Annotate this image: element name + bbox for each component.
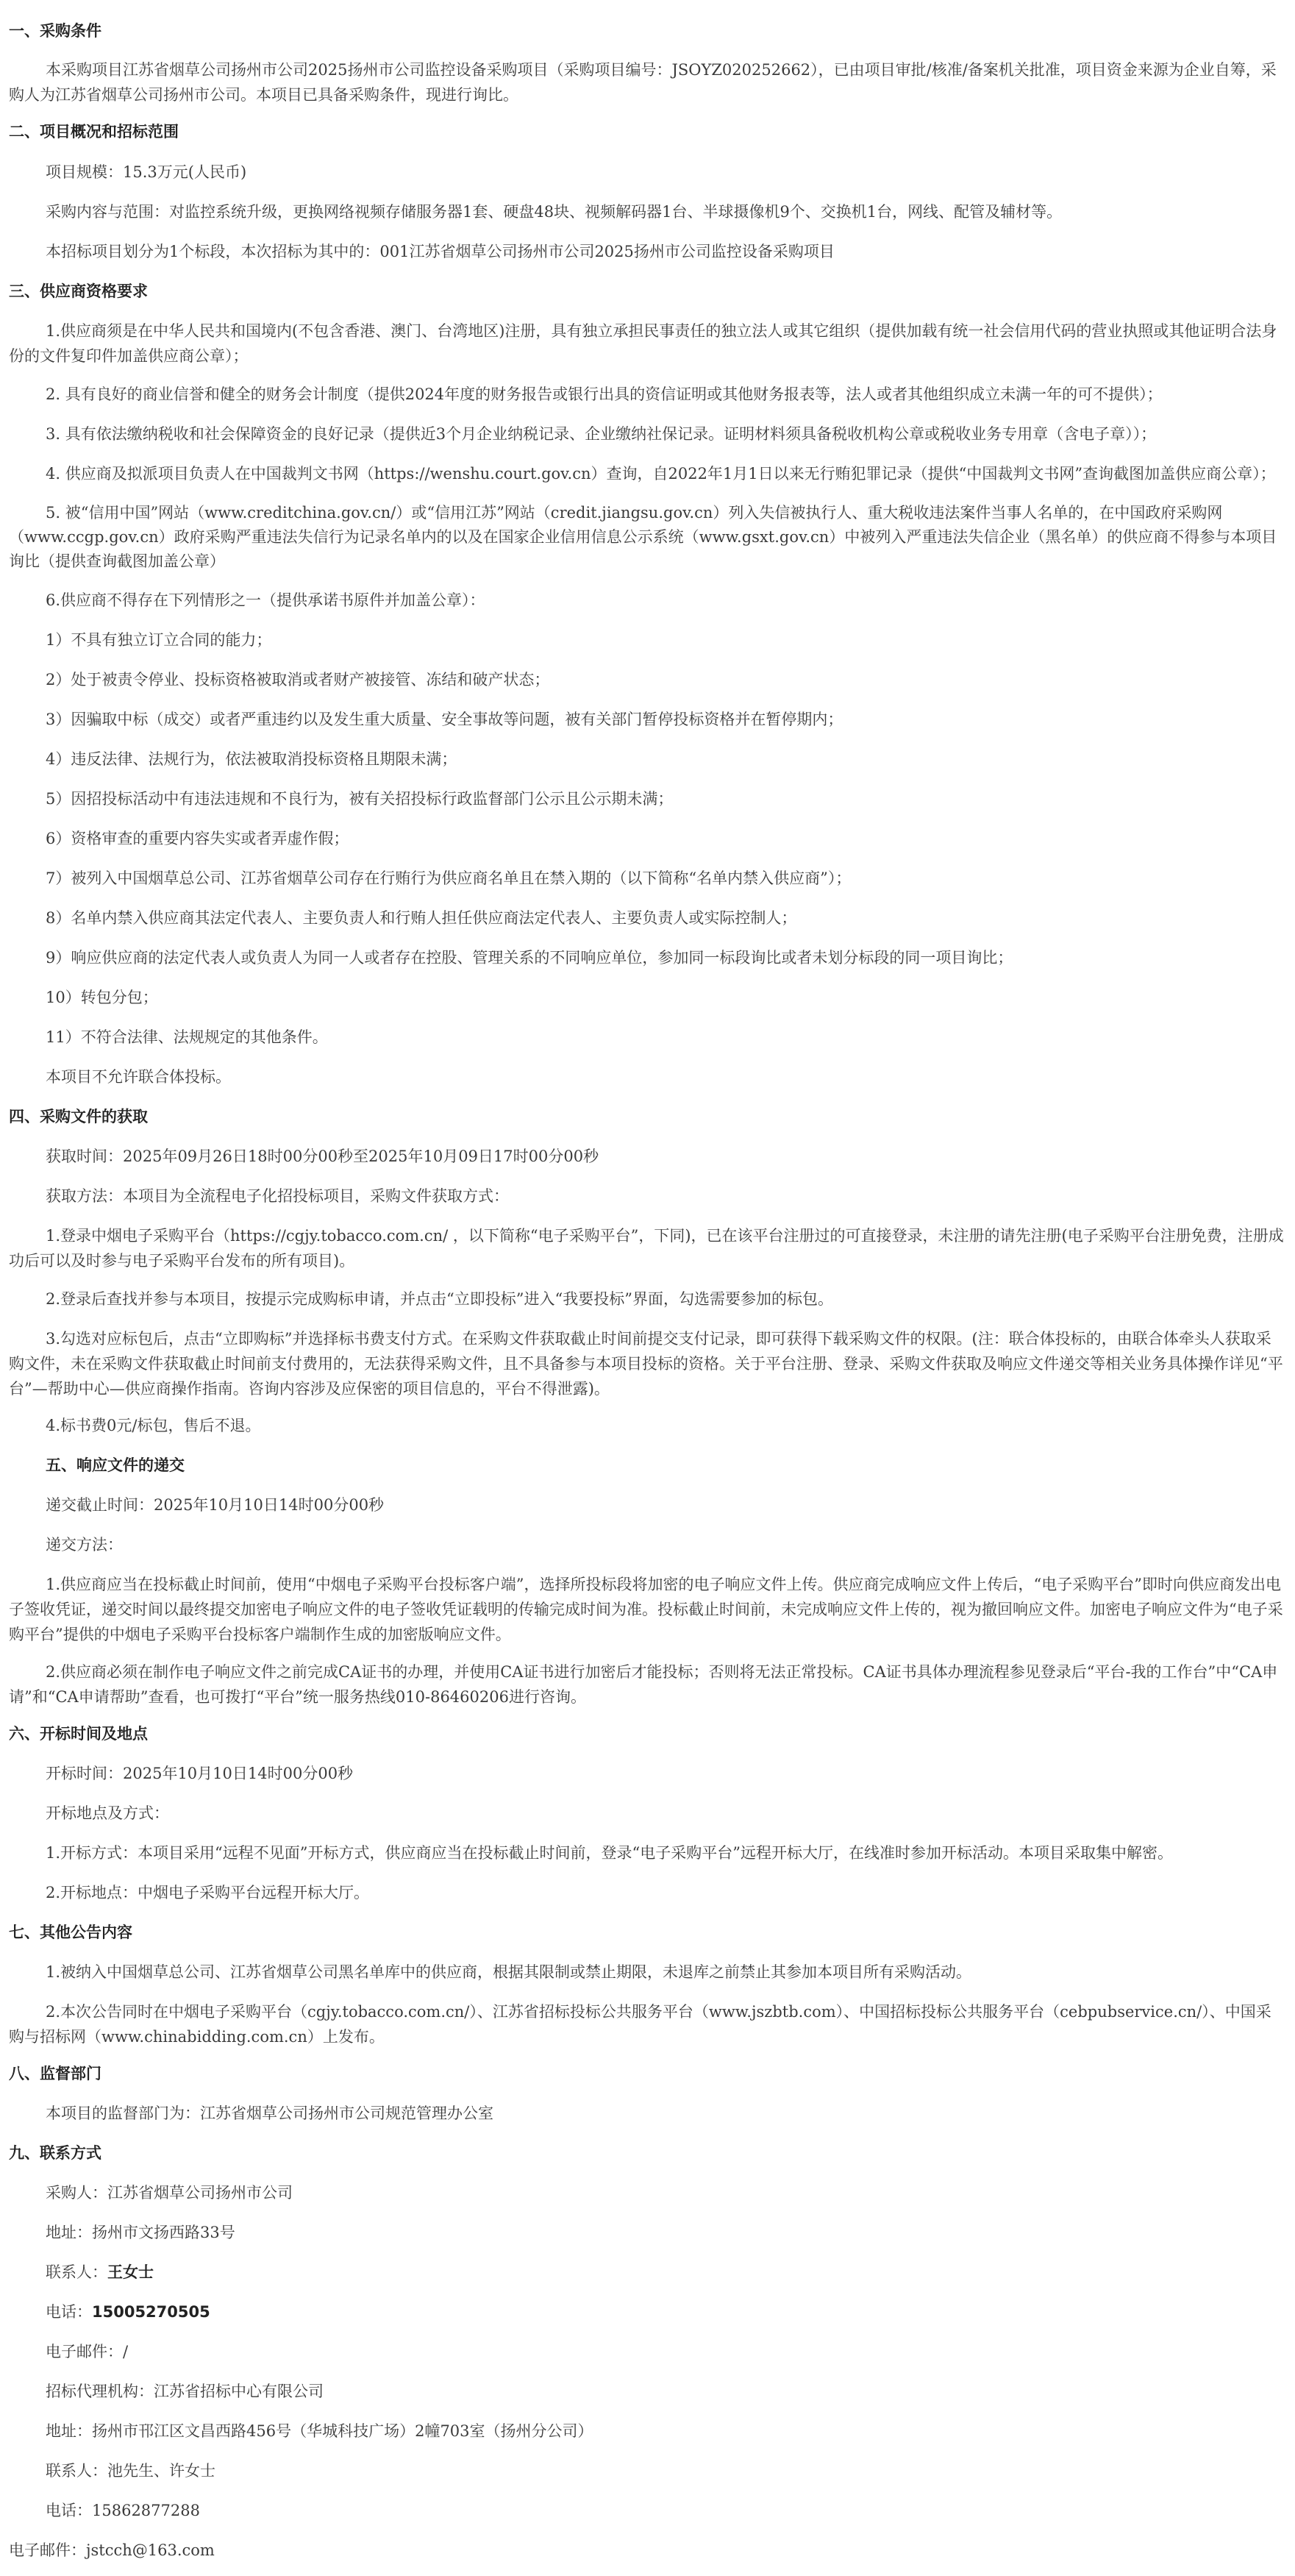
contact-phone-number: 15005270505 xyxy=(92,2303,210,2321)
lot-division: 本招标项目划分为1个标段，本次招标为其中的：001江苏省烟草公司扬州市公司2025扬州市公司监控设备采购项目 xyxy=(46,243,835,260)
section-heading-3: 三、供应商资格要求 xyxy=(9,282,148,300)
section-heading-4: 四、采购文件的获取 xyxy=(9,1108,148,1125)
opening-step-2: 2.开标地点：中烟电子采购平台远程开标大厅。 xyxy=(46,1884,370,1901)
requirement-3: 3. 具有依法缴纳税收和社会保障资金的良好记录（提供近3个月企业纳税记录、企业缴纳社保记录。证明材料须具备税收机构公章或税收业务专用章（含电子章））； xyxy=(46,425,1157,443)
acquisition-step-2: 2.登录后查找并参与本项目，按提示完成购标申请，并点击“立即投标”进入“我要投标”界面，勾选需要参加的标包。 xyxy=(46,1290,833,1308)
condition-10: 10）转包分包； xyxy=(46,989,158,1006)
requirement-6: 6.供应商不得存在下列情形之一（提供承诺书原件并加盖公章）： xyxy=(46,591,485,609)
submission-step-2: 2.供应商必须在制作电子响应文件之前完成CA证书的办理，并使用CA证书进行加密后才能投标；否则将无法正常投标。CA证书具体办理流程参见登录后“平台-我的工作台”中“CA申请”和“CA申请帮助”查看，也可拨打“平台”统一服务热线010-86460206进行咨询。 xyxy=(9,1663,1278,1706)
contact-phone xyxy=(46,2300,210,2324)
acquisition-step-1: 1.登录中烟电子采购平台（https://cgjy.tobacco.com.cn/ ，以下简称“电子采购平台”，下同)，已在该平台注册过的可直接登录，未注册的请先注册(电子采购平台注册免费，注册成功后可以及时参与电子采购平台发布的所有项目)。 xyxy=(9,1227,1284,1270)
condition-3: 3）因骗取中标（成交）或者严重违约以及发生重大质量、安全事故等问题，被有关部门暂停投标资格并在暂停期内； xyxy=(46,711,843,728)
requirement-5: 5. 被“信用中国”网站（www.creditchina.gov.cn/）或“信用江苏”网站（credit.jiangsu.gov.cn）列入失信被执行人、重大税收违法案件当事人名单的，在中国政府采购网（www.ccgp.gov.cn）政府采购严重违法失信行为记录名单内的以及在国家企业信用信息公示系统（www.gsxt.gov.cn）中被列入严重违法失信企业（黑名单）的供应商不得参与本项目询比（提供查询截图加盖公章） xyxy=(9,504,1277,570)
condition-11: 11）不符合法律、法规规定的其他条件。 xyxy=(46,1028,328,1046)
contact-email: 电子邮件：/ xyxy=(46,2343,129,2360)
condition-4: 4）违反法律、法规行为，依法被取消投标资格且期限未满； xyxy=(46,750,457,768)
opening-step-1: 1.开标方式：本项目采用“远程不见面”开标方式，供应商应当在投标截止时间前，登录“电子采购平台”远程开标大厅，在线准时参加开标活动。本项目采取集中解密。 xyxy=(46,1844,1173,1862)
contact-person-name: 王女士 xyxy=(107,2263,154,2281)
condition-7: 7）被列入中国烟草总公司、江苏省烟草公司存在行贿行为供应商名单且在禁入期的（以下简称“名单内禁入供应商”）； xyxy=(46,869,852,887)
requirement-1: 1.供应商须是在中华人民共和国境内(不包含香港、澳门、台湾地区)注册，具有独立承担民事责任的独立法人或其它组织（提供加载有统一社会信用代码的营业执照或其他证明合法身份的文件复印件加盖供应商公章）； xyxy=(9,322,1277,365)
condition-6: 6）资格审查的重要内容失实或者弄虚作假； xyxy=(46,830,349,847)
agency-email: 电子邮件：jstcch@163.com xyxy=(9,2541,215,2559)
requirement-4: 4. 供应商及拟派项目负责人在中国裁判文书网（https://wenshu.court.gov.cn）查询，自2022年1月1日以来无行贿犯罪记录（提供“中国裁判文书网”查询截图加盖供应商公章）； xyxy=(46,465,1276,483)
procurement-content: 采购内容与范围：对监控系统升级，更换网络视频存储服务器1套、硬盘48块、视频解码器1台、半球摄像机9个、交换机1台，网线、配管及辅材等。 xyxy=(46,203,1063,221)
section-heading-5: 五、响应文件的递交 xyxy=(46,1456,185,1474)
section-heading-9: 九、联系方式 xyxy=(9,2144,101,2162)
section-heading-2: 二、项目概况和招标范围 xyxy=(9,123,179,140)
acquisition-step-3: 3.勾选对应标包后，点击“立即购标”并选择标书费支付方式。在采购文件获取截止时间前提交支付记录，即可获得下载采购文件的权限。(注：联合体投标的，由联合体牵头人获取采购文件，未在采购文件获取截止时间前支付费用的，无法获得采购文件，且不具备参与本项目投标的资格。关于平台注册、登录、采购文件获取及响应文件递交等相关业务具体操作详见“平台”—帮助中心—供应商操作指南。咨询内容涉及应保密的项目信息的，平台不得泄露)。 xyxy=(9,1330,1283,1398)
section-heading-1: 一、采购条件 xyxy=(9,22,101,40)
section-heading-6: 六、开标时间及地点 xyxy=(9,1725,148,1743)
agency-phone: 电话：15862877288 xyxy=(46,2502,200,2519)
opening-place-method: 开标地点及方式： xyxy=(46,1804,169,1822)
contact-person-label: 联系人： xyxy=(46,2263,107,2281)
project-scale: 项目规模：15.3万元(人民币) xyxy=(46,163,247,181)
condition-2: 2）处于被责令停业、投标资格被取消或者财产被接管、冻结和破产状态； xyxy=(46,671,550,689)
contact-address: 地址：扬州市文扬西路33号 xyxy=(46,2224,235,2241)
contact-person xyxy=(46,2260,154,2284)
acquisition-time: 获取时间：2025年09月26日18时00分00秒至2025年10月09日17时00分00秒 xyxy=(46,1148,599,1165)
agency-name: 招标代理机构：江苏省招标中心有限公司 xyxy=(46,2383,324,2400)
condition-1: 1）不具有独立订立合同的能力； xyxy=(46,631,272,649)
acquisition-step-4: 4.标书费0元/标包，售后不退。 xyxy=(46,1417,261,1434)
paragraph-purchase-condition: 本采购项目江苏省烟草公司扬州市公司2025扬州市公司监控设备采购项目（采购项目编号：JSOYZ020252662），已由项目审批/核准/备案机关批准，项目资金来源为企业自筹，采购人为江苏省烟草公司扬州市公司。本项目已具备采购条件，现进行询比。 xyxy=(9,61,1277,104)
acquisition-method: 获取方法：本项目为全流程电子化招投标项目，采购文件获取方式： xyxy=(46,1187,509,1205)
condition-9: 9）响应供应商的法定代表人或负责人为同一人或者存在控股、管理关系的不同响应单位，参加同一标段询比或者未划分标段的同一项目询比； xyxy=(46,949,1013,967)
other-note-2: 2.本次公告同时在中烟电子采购平台（cgjy.tobacco.com.cn/）、江苏省招标投标公共服务平台（www.jszbtb.com）、中国招标投标公共服务平台（cebpubservice.cn/）、中国采购与招标网（www.chinabidding.com.cn）上发布。 xyxy=(9,2003,1271,2046)
agency-address: 地址：扬州市邗江区文昌西路456号（华城科技广场）2幢703室（扬州分公司） xyxy=(46,2422,593,2440)
other-note-1: 1.被纳入中国烟草总公司、江苏省烟草公司黑名单库中的供应商，根据其限制或禁止期限，未退库之前禁止其参加本项目所有采购活动。 xyxy=(46,1963,972,1981)
condition-8: 8）名单内禁入供应商其法定代表人、主要负责人和行贿人担任供应商法定代表人、主要负责人或实际控制人； xyxy=(46,909,797,927)
submission-method: 递交方法： xyxy=(46,1536,123,1554)
requirement-2: 2. 具有良好的商业信誉和健全的财务会计制度（提供2024年度的财务报告或银行出具的资信证明或其他财务报表等，法人或者其他组织成立未满一年的可不提供）； xyxy=(46,385,1163,403)
submission-step-1: 1.供应商应当在投标截止时间前，使用“中烟电子采购平台投标客户端”，选择所投标段将加密的电子响应文件上传。供应商完成响应文件上传后，“电子采购平台”即时向供应商发出电子签收凭证，递交时间以最终提交加密电子响应文件的电子签收凭证载明的传输完成时间为准。投标截止时间前，未完成响应文件上传的，视为撤回响应文件。加密电子响应文件为“电子采购平台”提供的中烟电子采购平台投标客户端制作生成的加密版响应文件。 xyxy=(9,1576,1283,1643)
submission-deadline: 递交截止时间：2025年10月10日14时00分00秒 xyxy=(46,1496,385,1514)
contact-purchaser: 采购人：江苏省烟草公司扬州市公司 xyxy=(46,2184,293,2202)
contact-phone-label: 电话： xyxy=(46,2303,92,2321)
condition-5: 5）因招投标活动中有违法违规和不良行为，被有关招投标行政监督部门公示且公示期未满； xyxy=(46,790,674,808)
section-heading-8: 八、监督部门 xyxy=(9,2065,101,2082)
opening-time: 开标时间：2025年10月10日14时00分00秒 xyxy=(46,1765,354,1782)
section-heading-7: 七、其他公告内容 xyxy=(9,1924,132,1941)
supervision-department: 本项目的监督部门为：江苏省烟草公司扬州市公司规范管理办公室 xyxy=(46,2104,493,2122)
agency-contact-person: 联系人：池先生、许女士 xyxy=(46,2462,215,2480)
joint-bid-note: 本项目不允许联合体投标。 xyxy=(46,1068,231,1086)
